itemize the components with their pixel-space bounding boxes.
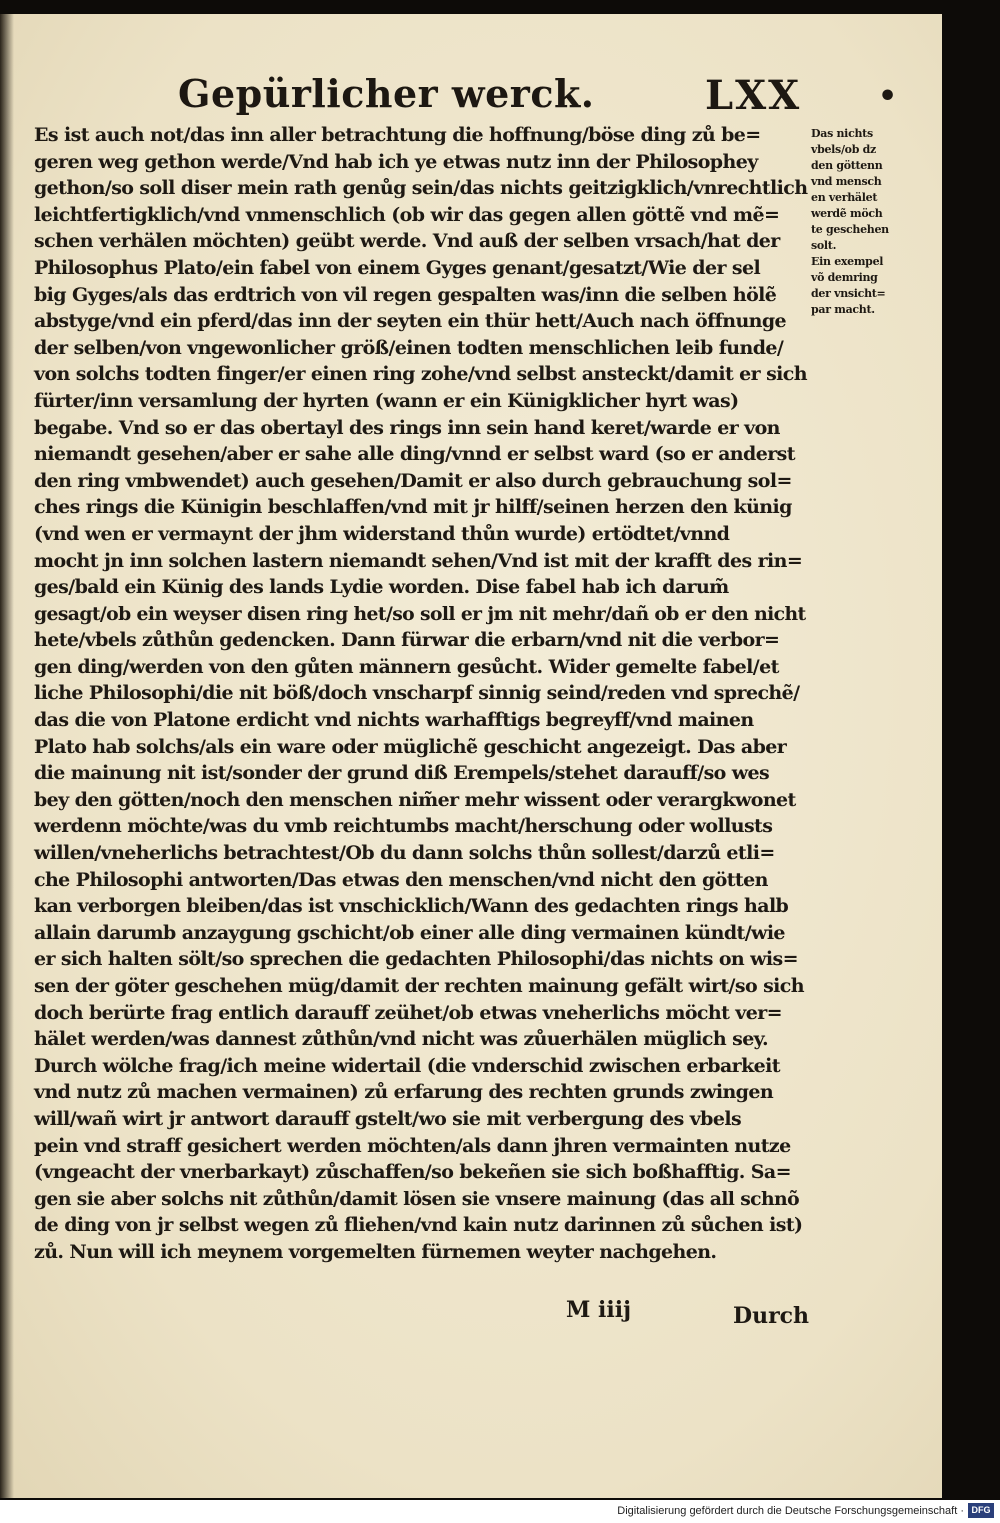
margin-note-line: der vnsicht= [811,287,886,300]
margin-note-line: en verhälet [811,191,878,204]
text-line: den ring vmbwendet) auch gesehen/Damit er also durch gebrauchung sol= [34,469,792,492]
text-line: (vngeacht der vnerbarkayt) zůschaffen/so bekeñen sie sich boßhafftig. Sa= [34,1161,791,1184]
text-line: will/wañ wirt jr antwort darauff gstelt/wo sie mit verbergung des vbels [34,1107,742,1130]
text-line: (vnd wen er vermaynt der jhm widerstand thůn wurde) ertödtet/vnnd [34,522,730,545]
text-line: zů. Nun will ich meynem vorgemelten fürnemen weyter nachgehen. [34,1240,717,1263]
margin-note-line: par macht. [811,303,875,316]
text-line: big Gyges/als das erdtrich von vil regen gespalten was/inn die selben hölẽ [34,283,777,306]
header-dot: • [878,79,898,114]
text-line: Es ist auch not/das inn aller betrachtung die hoffnung/böse ding zů be= [34,124,761,146]
margin-notes [811,126,921,318]
text-line: liche Philosophi/die nit böß/doch vnscharpf sinnig seind/reden vnd sprechẽ/ [34,682,800,705]
text-line: bey den götten/noch den menschen nim̃er mehr wissent oder verargkwonet [34,788,796,811]
text-line: abstyge/vnd ein pferd/das inn der seyten ein thür hett/Auch nach öffnunge [34,310,787,333]
margin-note-line: võ demring [811,271,878,284]
text-line: gethon/so soll diser mein rath genůg sein/das nichts geitzigklich/vnrechtlich [34,177,808,200]
text-line: vnd nutz zů machen vermainen) zů erfarung des rechten grunds zwingen [34,1081,774,1104]
text-line: pein vnd straff gesichert werden möchten/als dann jhren vermainten nutze [34,1134,791,1157]
footer-credit [617,1503,964,1519]
margin-note-line: vnd mensch [811,175,882,188]
margin-note-line: Das nichts [811,127,873,140]
text-line: schen verhälen möchten) geübt werde. Vnd auß der selben vrsach/hat der [34,230,780,253]
text-line: werdenn möchte/was du vmb reichtumbs macht/herschung oder wollusts [34,815,773,838]
margin-note-line: vbels/ob dz [811,143,876,156]
text-line: Durch wölche frag/ich meine widertail (die vnderschid zwischen erbarkeit [34,1054,780,1077]
text-line: hälet werden/was dannest zůthůn/vnd nicht was zůuerhälen müglich sey. [34,1028,768,1051]
page-gutter-shadow [0,14,14,1498]
text-line: fürter/inn versamlung der hyrten (wann er ein Künigklicher hyrt was) [34,389,739,412]
credit-text: Digitalisierung gefördert durch die Deutsche Forschungsgemeinschaft [617,1505,958,1517]
signature-mark: M iiij [566,1297,632,1323]
credit-separator: · [960,1505,964,1517]
margin-note-line: solt. [811,239,837,252]
text-line: sen der göter geschehen müg/damit der rechten mainung gefält wirt/so sich [34,975,804,997]
margin-note-line: den göttenn [811,159,883,172]
text-line: doch berürte frag entlich darauff zeühet/ob etwas vneherlichs möcht ver= [34,1001,782,1024]
margin-note-line: Ein exempel [811,255,884,268]
catchword: Durch [733,1303,810,1329]
text-line: gesagt/ob ein weyser disen ring het/so soll er jm nit mehr/dañ ob er den nicht [34,602,806,625]
text-line: ges/bald ein Künig des lands Lydie worden. Dise fabel hab ich darum̃ [34,576,729,599]
text-line: Philosophus Plato/ein fabel von einem Gyges genant/gesatzt/Wie der sel [34,256,761,279]
dfg-logo-icon: DFG [968,1503,994,1518]
text-line: niemandt gesehen/aber er sahe alle ding/vnnd er selbst ward (so er anderst [34,443,795,466]
folio-number: LXX [705,72,802,119]
text-line: der selben/von vngewonlicher größ/einen todten menschlichen leib funde/ [34,336,784,359]
running-title: Gepürlicher werck. [178,71,595,116]
text-line: willen/vneherlichs betrachtest/Ob du dann solchs thůn sollest/darzů etli= [34,842,775,865]
text-line: von solchs todten finger/er einen ring zohe/vnd selbst ansteckt/damit er sich [34,363,807,386]
text-line: ches rings die Künigin beschlaffen/vnd mit jr hilff/seinen herzen den künig [34,496,792,519]
text-line: das die von Platone erdicht vnd nichts warhafftigs begreyff/vnd mainen [34,709,754,732]
main-text-block [34,122,809,1266]
text-line: er sich halten sölt/so sprechen die gedachten Philosophi/das nichts on wis= [34,948,798,971]
margin-note-line: te geschehen [811,223,889,236]
text-line: kan verborgen bleiben/das ist vnschicklich/Wann des gedachten rings halb [34,895,789,918]
text-line: Plato hab solchs/als ein ware oder müglichẽ geschicht angezeigt. Das aber [34,735,787,758]
text-line: die mainung nit ist/sonder der grund diß Erempels/stehet darauff/so wes [34,762,770,785]
text-line: hete/vbels zůthůn gedencken. Dann fürwar die erbarn/vnd nit die verbor= [34,629,780,652]
text-line: de ding von jr selbst wegen zů fliehen/vnd kain nutz darinnen zů sůchen ist) [34,1214,803,1237]
text-line: allain darumb anzaygung gschicht/ob einer alle ding vermainen kündt/wie [34,921,785,944]
text-line: begabe. Vnd so er das obertayl des rings inn sein hand keret/warde er von [34,416,780,439]
margin-note-line: werdẽ möch [811,207,883,220]
text-line: gen ding/werden von den gůten männern gesůcht. Wider gemelte fabel/et [34,655,779,678]
text-line: leichtfertigklich/vnd vnmenschlich (ob wir das gegen allen göttẽ vnd mẽ= [34,203,780,226]
text-line: che Philosophi antworten/Das etwas den menschen/vnd nicht den götten [34,868,768,891]
text-line: gen sie aber solchs nit zůthůn/damit lösen sie vnsere mainung (das all schnõ [34,1187,799,1210]
text-line: geren weg gethon werde/Vnd hab ich ye etwas nutz inn der Philosophey [34,150,758,173]
text-line: mocht jn inn solchen lastern niemandt sehen/Vnd ist mit der krafft des rin= [34,549,803,572]
